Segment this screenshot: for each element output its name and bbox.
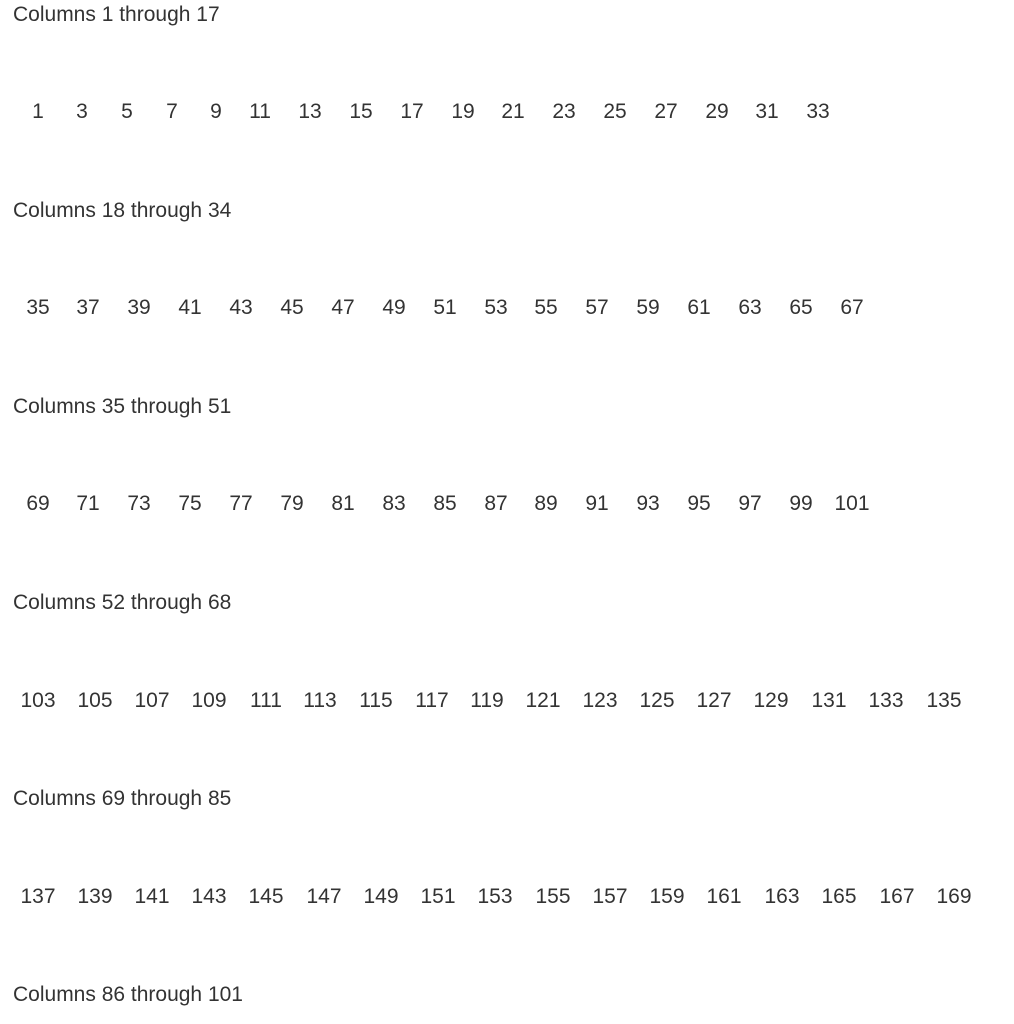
value-cell: 131: [811, 689, 847, 712]
value-cell: 57: [585, 296, 609, 319]
value-cell: 21: [501, 100, 525, 123]
value-cell: 43: [229, 296, 253, 319]
columns-header: Columns 35 through 51: [13, 395, 232, 418]
value-cell: 127: [696, 689, 732, 712]
value-cell: 125: [639, 689, 675, 712]
columns-header: Columns 52 through 68: [13, 591, 232, 614]
value-cell: 101: [834, 492, 870, 515]
value-cell: 103: [20, 689, 56, 712]
value-cell: 161: [706, 885, 742, 908]
value-cell: 9: [210, 100, 222, 123]
value-cell: 67: [840, 296, 864, 319]
value-cell: 11: [249, 100, 271, 123]
value-cell: 3: [76, 100, 88, 123]
value-cell: 117: [415, 689, 449, 712]
value-cell: 17: [400, 100, 424, 123]
value-cell: 27: [654, 100, 678, 123]
value-cell: 63: [738, 296, 762, 319]
value-cell: 147: [306, 885, 342, 908]
value-cell: 75: [178, 492, 202, 515]
value-cell: 37: [76, 296, 100, 319]
value-cell: 33: [806, 100, 830, 123]
value-row: [0, 690, 1014, 714]
value-row: [0, 493, 1014, 517]
value-cell: 91: [585, 492, 609, 515]
value-cell: 71: [76, 492, 100, 515]
value-cell: 111: [250, 689, 282, 712]
value-cell: 79: [280, 492, 304, 515]
value-row: [0, 886, 1014, 910]
value-cell: 61: [687, 296, 711, 319]
value-cell: 93: [636, 492, 660, 515]
value-row: [0, 297, 1014, 321]
value-cell: 55: [534, 296, 558, 319]
value-cell: 143: [191, 885, 227, 908]
value-cell: 115: [359, 689, 393, 712]
value-cell: 107: [134, 689, 170, 712]
value-cell: 167: [879, 885, 915, 908]
value-cell: 45: [280, 296, 304, 319]
value-cell: 165: [821, 885, 857, 908]
value-cell: 99: [789, 492, 813, 515]
value-cell: 1: [32, 100, 44, 123]
value-cell: 39: [127, 296, 151, 319]
value-cell: 135: [926, 689, 962, 712]
value-cell: 89: [534, 492, 558, 515]
value-cell: 51: [433, 296, 457, 319]
value-cell: 23: [552, 100, 576, 123]
value-cell: 159: [649, 885, 685, 908]
value-cell: 149: [363, 885, 399, 908]
columns-header: Columns 1 through 17: [13, 3, 220, 26]
value-cell: 25: [603, 100, 627, 123]
value-cell: 119: [470, 689, 504, 712]
columns-header: Columns 69 through 85: [13, 787, 232, 810]
value-cell: 95: [687, 492, 711, 515]
value-cell: 59: [636, 296, 660, 319]
value-cell: 83: [382, 492, 406, 515]
value-cell: 49: [382, 296, 406, 319]
value-cell: 81: [331, 492, 355, 515]
value-cell: 13: [298, 100, 322, 123]
value-cell: 19: [451, 100, 475, 123]
value-cell: 77: [229, 492, 253, 515]
value-cell: 141: [134, 885, 170, 908]
value-cell: 157: [592, 885, 628, 908]
value-cell: 97: [738, 492, 762, 515]
columns-header: Columns 18 through 34: [13, 199, 232, 222]
value-cell: 153: [477, 885, 513, 908]
value-cell: 123: [582, 689, 618, 712]
value-cell: 169: [936, 885, 972, 908]
value-cell: 41: [178, 296, 202, 319]
value-cell: 47: [331, 296, 355, 319]
columns-header: Columns 86 through 101: [13, 983, 243, 1006]
value-cell: 151: [420, 885, 456, 908]
value-cell: 35: [26, 296, 50, 319]
value-cell: 69: [26, 492, 50, 515]
value-cell: 105: [77, 689, 113, 712]
value-cell: 163: [764, 885, 800, 908]
value-cell: 73: [127, 492, 151, 515]
value-cell: 121: [525, 689, 561, 712]
value-cell: 87: [484, 492, 508, 515]
value-cell: 7: [166, 100, 178, 123]
value-cell: 109: [191, 689, 227, 712]
value-cell: 113: [303, 689, 337, 712]
value-cell: 139: [77, 885, 113, 908]
value-cell: 65: [789, 296, 813, 319]
value-cell: 31: [755, 100, 779, 123]
value-cell: 137: [20, 885, 56, 908]
value-cell: 29: [705, 100, 729, 123]
value-cell: 133: [868, 689, 904, 712]
value-cell: 145: [248, 885, 284, 908]
value-cell: 129: [753, 689, 789, 712]
value-cell: 15: [349, 100, 373, 123]
value-cell: 85: [433, 492, 457, 515]
value-cell: 53: [484, 296, 508, 319]
value-cell: 5: [121, 100, 133, 123]
value-row: [0, 101, 1014, 125]
value-cell: 155: [535, 885, 571, 908]
